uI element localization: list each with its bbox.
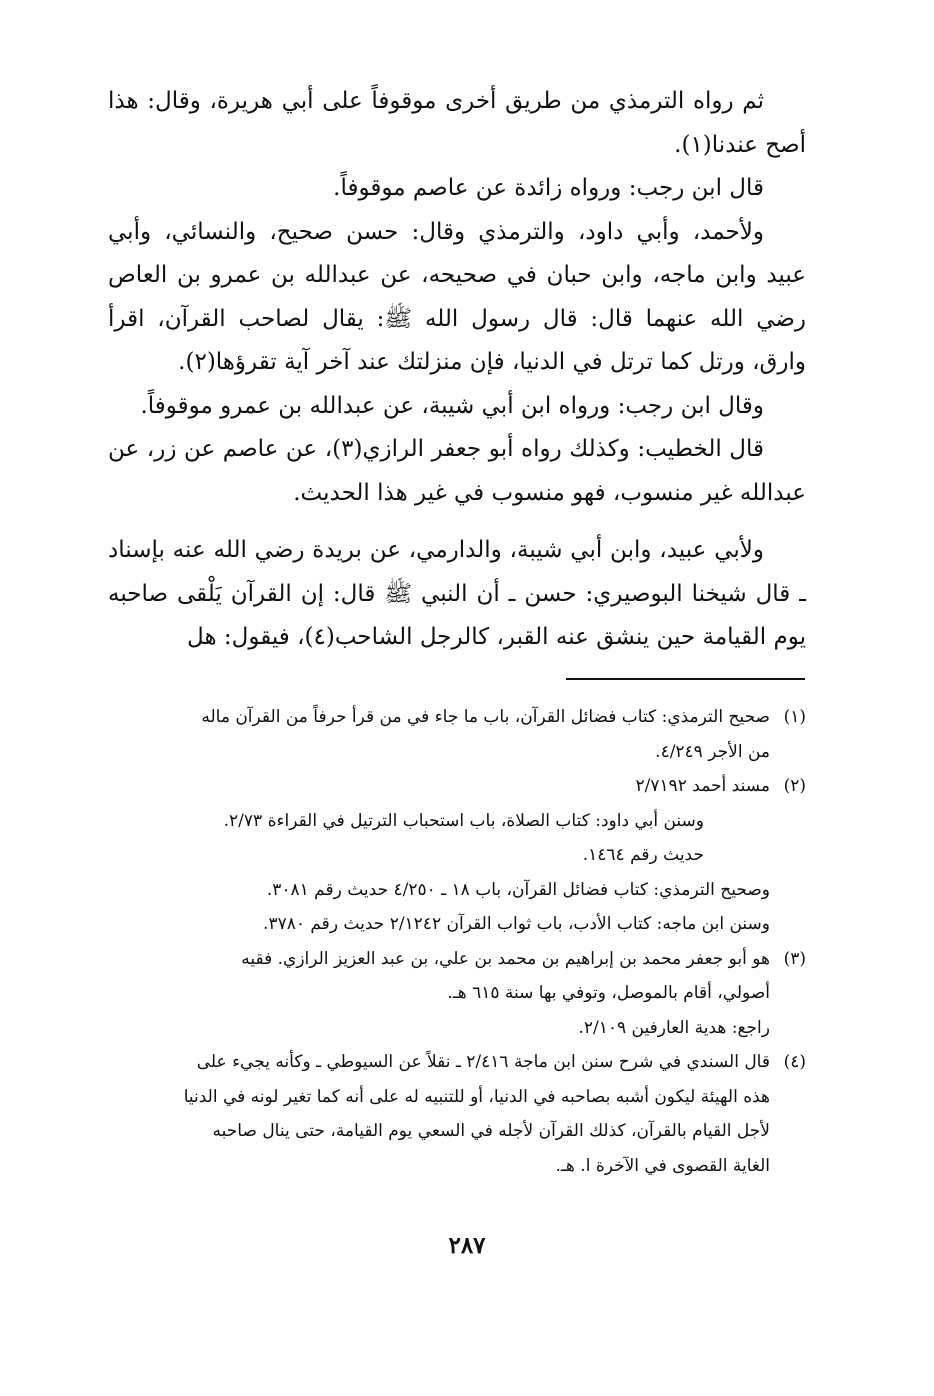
paragraph: ولأبي عبيد، وابن أبي شيبة، والدارمي، عن بريدة رضي الله عنه بإسناد ـ قال شيخنا البوصيري: حسن ـ أن النبي ﷺ قال: إن القرآن يَلْقى صاحبه يوم القيامة حين ينشق عنه القبر، كالرجل الشاحب(٤)، فيقول: هل	[108, 537, 806, 650]
footnote-2	[108, 769, 806, 942]
footnote-line: وسنن أبي داود: كتاب الصلاة، باب استحباب الترتيل في القراءة ٢/٧٣.	[223, 810, 704, 831]
footnotes	[108, 700, 806, 1183]
footnote-number: (١)	[783, 707, 806, 727]
footnote-number: (٣)	[783, 948, 806, 969]
paragraph: ولأحمد، وأبي داود، والترمذي وقال: حسن صحيح، والنسائي، وأبي عبيد وابن ماجه، وابن حبان في صحيحه، عن عبدالله بن عمرو بن العاص رضي الله عنهما قال: قال رسول الله ﷺ: يقال لصاحب القرآن، اقرأ وارق، ورتل كما ترتل في الدنيا، فإن منزلتك عند آخر آية تقرؤها(٢).	[108, 218, 806, 375]
footnote-line: هذه الهيئة ليكون أشبه بصاحبه في الدنيا، أو للتنبيه له على أنه كما تغير لونه في الدنيا	[183, 1086, 770, 1107]
footnote-separator	[566, 678, 805, 680]
footnote-3	[108, 942, 806, 1046]
footnote-line: مسند أحمد ٢/٧١٩٢	[635, 776, 770, 796]
page-number: ٢٨٧	[448, 1232, 486, 1259]
footnote-4	[108, 1045, 806, 1183]
footnote-line: الغاية القصوى في الآخرة ا. هـ.	[555, 1155, 770, 1176]
footnote-line: قال السندي في شرح سنن ابن ماجة ٢/٤١٦ ـ نقلاً عن السيوطي ـ وكأنه يجيء على	[196, 1052, 770, 1072]
paragraph: قال الخطيب: وكذلك رواه أبو جعفر الرازي(٣)، عن عاصم عن زر، عن عبدالله غير منسوب، فهو منسوب في غير هذا الحديث.	[108, 436, 806, 506]
footnote-1	[108, 700, 806, 769]
paragraph: قال ابن رجب: ورواه زائدة عن عاصم موقوفاً.	[333, 175, 764, 201]
main-text	[108, 80, 806, 660]
footnote-line: لأجل القيام بالقرآن، كذلك القرآن لأجله في السعي يوم القيامة، حتى ينال صاحبه	[212, 1121, 770, 1141]
footnote-line: راجع: هدية العارفين ٢/١٠٩.	[578, 1017, 770, 1038]
paragraph: ثم رواه الترمذي من طريق أخرى موقوفاً على أبي هريرة، وقال: هذا أصح عندنا(١).	[108, 88, 806, 158]
footnote-line: صحيح الترمذي: كتاب فضائل القرآن، باب ما جاء في من قرأ حرفاً من القرآن ماله	[201, 707, 770, 727]
paragraph: وقال ابن رجب: ورواه ابن أبي شيبة، عن عبدالله بن عمرو موقوفاً.	[140, 392, 764, 419]
footnote-number: (٢)	[783, 776, 806, 796]
footnote-line: وصحيح الترمذي: كتاب فضائل القرآن، باب ١٨ ـ ٤/٢٥٠ حديث رقم ٣٠٨١.	[266, 879, 770, 900]
footnote-line: وسنن ابن ماجه: كتاب الأدب، باب ثواب القرآن ٢/١٢٤٢ حديث رقم ٣٧٨٠.	[263, 914, 770, 934]
footnote-line: من الأجر ٤/٢٤٩.	[655, 741, 770, 762]
footnote-line: أصولي، أقام بالموصل، وتوفي بها سنة ٦١٥ هـ.	[447, 983, 770, 1003]
footnote-number: (٤)	[783, 1052, 806, 1072]
footnote-line: هو أبو جعفر محمد بن إبراهيم بن محمد بن علي، بن عبد العزيز الرازي. فقيه	[241, 948, 770, 969]
footnote-line: حديث رقم ١٤٦٤.	[582, 845, 704, 865]
